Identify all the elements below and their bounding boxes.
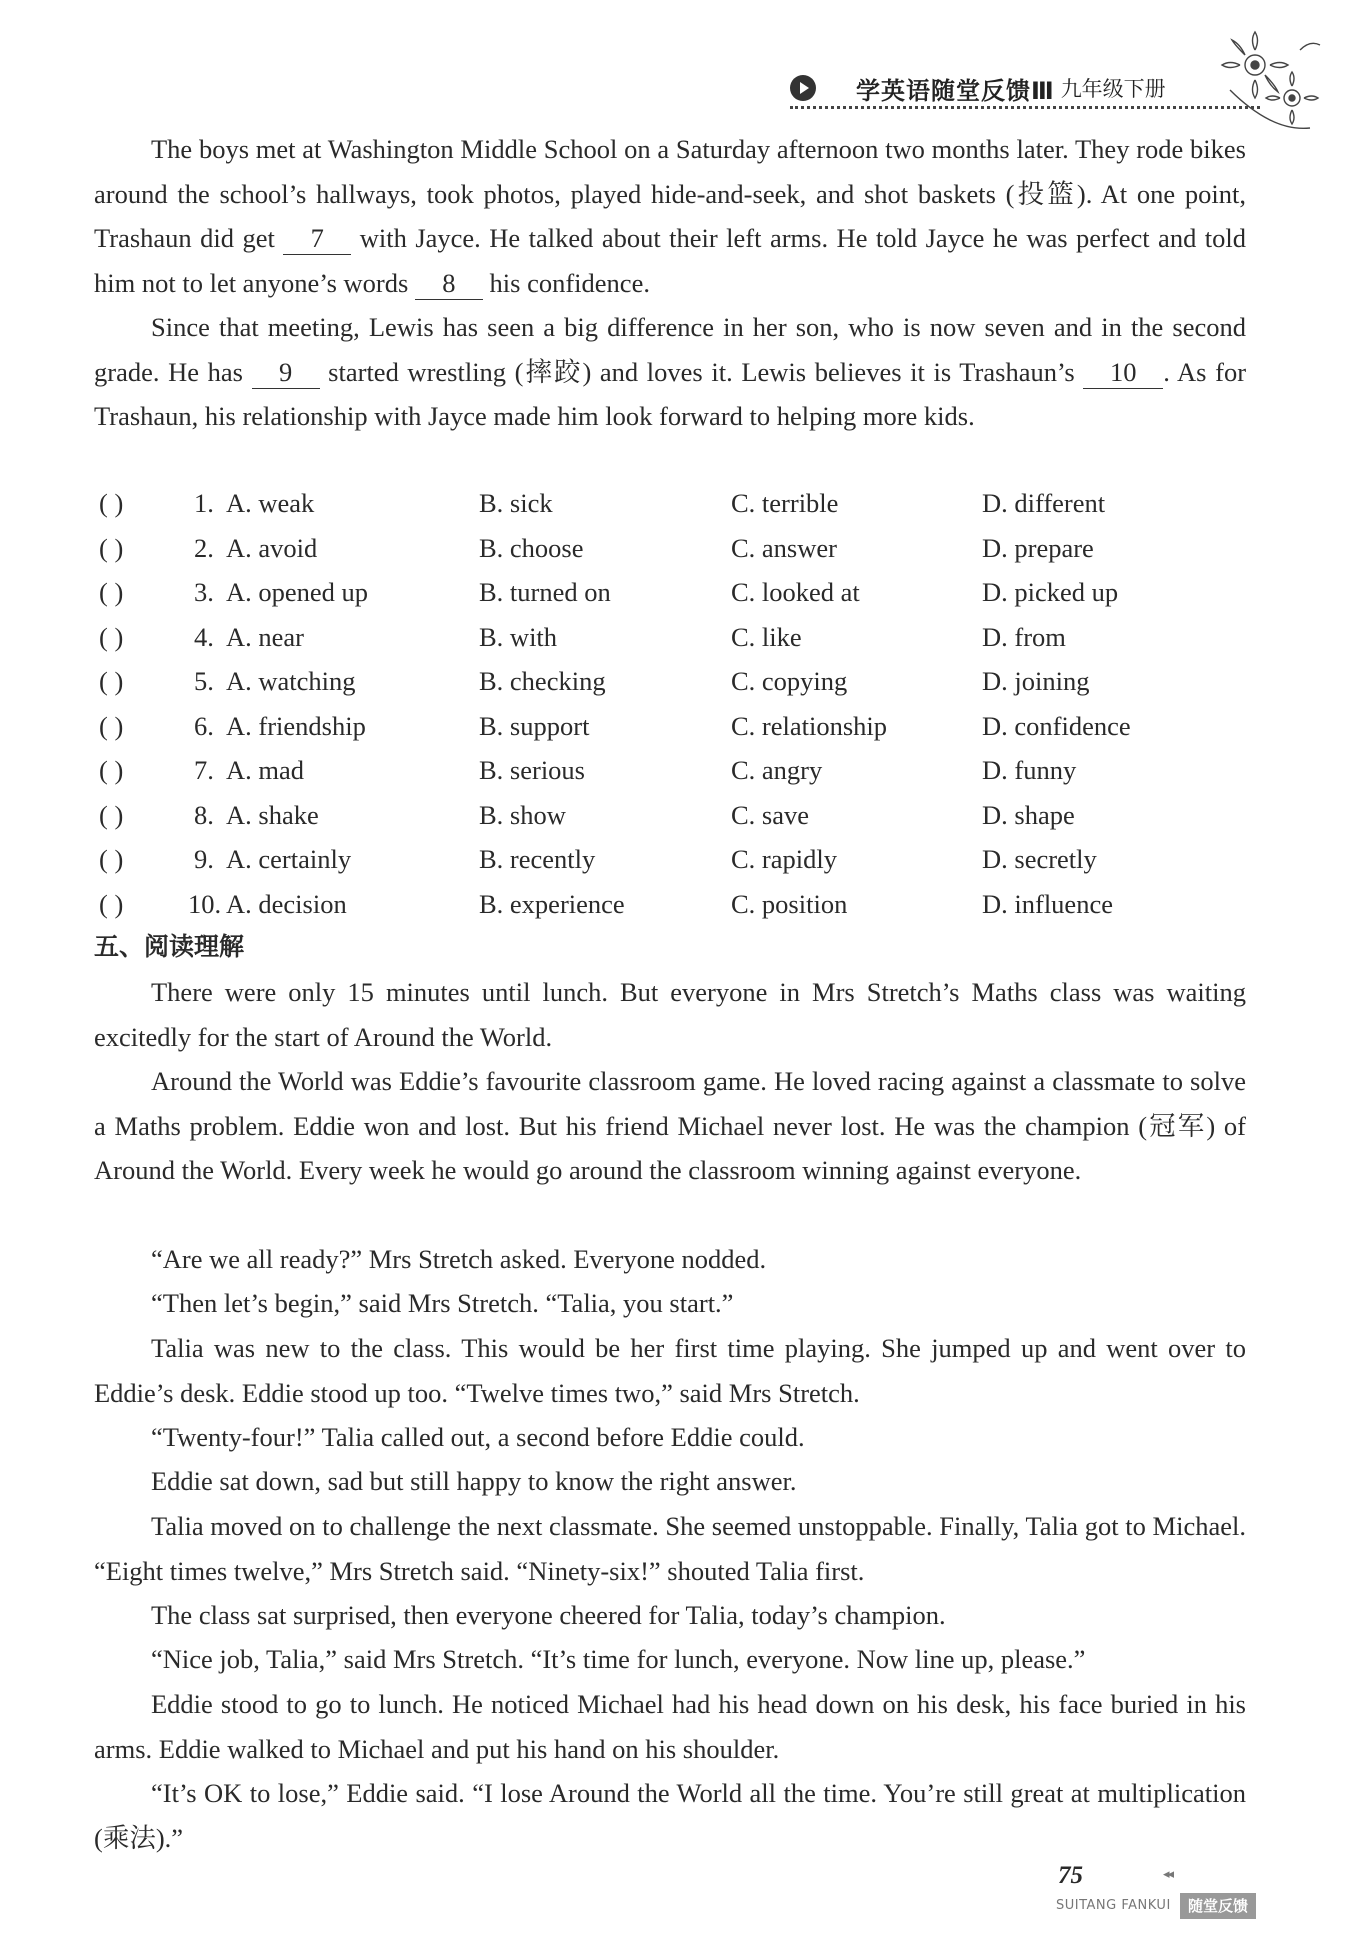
option-row-7 bbox=[94, 748, 1254, 793]
reading-paragraph: Eddie stood to go to lunch. He noticed Michael had his head down on his desk, his face buried in his arms. Eddie walked to Michael and put his hand on his shoulder. bbox=[94, 1689, 1246, 1764]
question-number: 5. bbox=[194, 666, 214, 696]
option-row-1 bbox=[94, 481, 1254, 526]
option-c: C. answer bbox=[731, 532, 837, 563]
reading-paragraph: “Are we all ready?” Mrs Stretch asked. Everyone nodded. bbox=[151, 1244, 767, 1274]
option-d: D. joining bbox=[982, 666, 1090, 696]
answer-bracket[interactable]: ( ) bbox=[99, 888, 124, 919]
answer-bracket[interactable]: ( ) bbox=[99, 799, 124, 830]
option-a: A. watching bbox=[226, 666, 356, 696]
reading-paragraph: The class sat surprised, then everyone cheered for Talia, today’s champion. bbox=[151, 1600, 946, 1630]
option-d: D. prepare bbox=[982, 532, 1094, 563]
option-b: B. turned on bbox=[479, 577, 611, 607]
option-c: C. terrible bbox=[731, 488, 839, 518]
option-a: A. shake bbox=[226, 799, 319, 830]
book-title: 学英语随堂反馈Ⅲ bbox=[856, 76, 1055, 105]
footer-brand: SUITANG FANKUI bbox=[1056, 1898, 1171, 1913]
play-icon bbox=[790, 75, 816, 101]
blank-9: 9 bbox=[252, 356, 320, 389]
option-row-9 bbox=[94, 837, 1254, 882]
answer-bracket[interactable]: ( ) bbox=[99, 710, 124, 741]
reading-paragraph: “Twenty-four!” Talia called out, a second before Eddie could. bbox=[151, 1422, 805, 1452]
question-number: 3. bbox=[194, 577, 214, 607]
option-a: A. decision bbox=[226, 888, 347, 919]
option-d: D. shape bbox=[982, 799, 1075, 830]
option-c: C. like bbox=[731, 621, 802, 652]
option-b: B. recently bbox=[479, 844, 596, 874]
options-list bbox=[94, 481, 1254, 926]
cloze-paragraph-2 bbox=[94, 305, 1246, 439]
page-header bbox=[790, 68, 1166, 108]
option-c: C. rapidly bbox=[731, 844, 837, 874]
option-row-8 bbox=[94, 793, 1254, 838]
option-a: A. friendship bbox=[226, 710, 366, 741]
reading-paragraph: Talia was new to the class. This would be her first time playing. She jumped up and went over to Eddie’s desk. Eddie stood up too. “Twelve times two,” said Mrs Stretch. bbox=[94, 1333, 1246, 1408]
answer-bracket[interactable]: ( ) bbox=[99, 844, 124, 874]
double-arrow-icon: ◂◂ bbox=[1163, 1866, 1173, 1881]
blank-7: 7 bbox=[283, 222, 351, 255]
question-number: 1. bbox=[194, 488, 214, 518]
cloze-text: . As for Trashaun, his relationship with Jayce made him look forward to helping more kids. bbox=[94, 356, 1247, 431]
book-subtitle: 九年级下册 bbox=[1060, 77, 1166, 101]
answer-bracket[interactable]: ( ) bbox=[99, 621, 124, 652]
question-number: 2. bbox=[194, 532, 214, 563]
option-b: B. experience bbox=[479, 888, 625, 919]
footer-badge: 随堂反馈 bbox=[1180, 1893, 1256, 1919]
option-a: A. certainly bbox=[226, 844, 352, 874]
option-row-6 bbox=[94, 704, 1254, 749]
answer-bracket[interactable]: ( ) bbox=[99, 755, 124, 785]
answer-bracket[interactable]: ( ) bbox=[99, 666, 124, 696]
cloze-text: his confidence. bbox=[482, 267, 650, 298]
reading-paragraph: Talia moved on to challenge the next classmate. She seemed unstoppable. Finally, Talia got to Michael. “Eight times twelve,” Mrs Stretch said. “Ninety-six!” shouted Talia first. bbox=[94, 1511, 1246, 1586]
option-d: D. secretly bbox=[982, 844, 1097, 874]
option-d: D. influence bbox=[982, 888, 1113, 919]
option-c: C. relationship bbox=[731, 710, 888, 741]
option-b: B. checking bbox=[479, 666, 606, 696]
answer-bracket[interactable]: ( ) bbox=[99, 532, 124, 563]
question-number: 6. bbox=[194, 710, 214, 741]
option-b: B. support bbox=[479, 710, 590, 741]
option-row-5 bbox=[94, 659, 1254, 704]
cloze-text: Since that meeting, Lewis has seen a big difference in her son, who is now seven and in the second grade. He has bbox=[94, 312, 1246, 387]
answer-bracket[interactable]: ( ) bbox=[99, 488, 124, 518]
option-d: D. confidence bbox=[982, 710, 1131, 741]
reading-paragraph: “Then let’s begin,” said Mrs Stretch. “Talia, you start.” bbox=[151, 1288, 734, 1318]
cloze-paragraph-1 bbox=[94, 127, 1246, 305]
question-number: 7. bbox=[194, 755, 214, 785]
option-c: C. angry bbox=[731, 755, 823, 785]
question-number: 10. bbox=[188, 888, 222, 919]
blank-8: 8 bbox=[415, 267, 483, 300]
option-c: C. copying bbox=[731, 666, 848, 696]
reading-paragraph: “It’s OK to lose,” Eddie said. “I lose Around the World all the time. You’re still great at multiplication (乘法).” bbox=[94, 1778, 1246, 1853]
option-row-3 bbox=[94, 570, 1254, 615]
option-a: A. opened up bbox=[226, 577, 369, 607]
question-number: 4. bbox=[194, 621, 214, 652]
option-d: D. different bbox=[982, 488, 1106, 518]
option-d: D. from bbox=[982, 621, 1066, 652]
option-c: C. save bbox=[731, 799, 810, 830]
option-row-2 bbox=[94, 526, 1254, 571]
page-number: 75 bbox=[1058, 1862, 1083, 1889]
question-number: 9. bbox=[194, 844, 214, 874]
option-d: D. picked up bbox=[982, 577, 1119, 607]
option-a: A. weak bbox=[226, 488, 315, 518]
reading-paragraph: Eddie sat down, sad but still happy to know the right answer. bbox=[151, 1466, 797, 1496]
option-c: C. position bbox=[731, 888, 848, 919]
cloze-text: The boys met at Washington Middle School on a Saturday afternoon two months later. They rode bikes around the school’s hallways, took photos, played hide-and-seek, and shot baskets (投篮). At one point, Trashaun did get bbox=[94, 134, 1246, 253]
option-a: A. avoid bbox=[226, 532, 318, 563]
answer-bracket[interactable]: ( ) bbox=[99, 577, 124, 607]
reading-paragraph: Around the World was Eddie’s favourite classroom game. He loved racing against a classmate to solve a Maths problem. Eddie won and lost. But his friend Michael never lost. He was the champion (冠军) of Around the World. Every week he would go around the classroom winning against everyone. bbox=[94, 1066, 1246, 1185]
reading-paragraph: “Nice job, Talia,” said Mrs Stretch. “It’s time for lunch, everyone. Now line up, please.” bbox=[151, 1644, 1086, 1674]
reading-paragraph: There were only 15 minutes until lunch. But everyone in Mrs Stretch’s Maths class was waiting excitedly for the start of Around the World. bbox=[94, 977, 1246, 1052]
blank-10: 10 bbox=[1083, 356, 1163, 389]
option-b: B. choose bbox=[479, 532, 584, 563]
option-a: A. mad bbox=[226, 755, 305, 785]
option-row-4 bbox=[94, 615, 1254, 660]
option-b: B. with bbox=[479, 621, 558, 652]
flower-decoration-icon bbox=[1210, 20, 1330, 140]
option-b: B. serious bbox=[479, 755, 585, 785]
section-heading: 五、阅读理解 bbox=[94, 932, 245, 961]
option-d: D. funny bbox=[982, 755, 1077, 785]
option-a: A. near bbox=[226, 621, 304, 652]
cloze-text: started wrestling (摔跤) and loves it. Lewis believes it is Trashaun’s bbox=[319, 356, 1084, 387]
option-b: B. show bbox=[479, 799, 566, 830]
header-divider bbox=[790, 106, 1260, 109]
option-b: B. sick bbox=[479, 488, 553, 518]
option-row-10 bbox=[94, 882, 1254, 927]
cloze-text: with Jayce. He talked about their left arms. He told Jayce he was perfect and told him not to let anyone’s words bbox=[94, 223, 1247, 298]
option-c: C. looked at bbox=[731, 577, 860, 607]
question-number: 8. bbox=[194, 799, 214, 830]
